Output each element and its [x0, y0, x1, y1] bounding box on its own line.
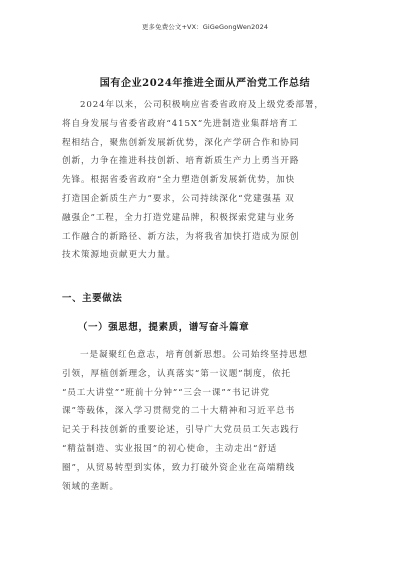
- paragraph-line: 先锋。根据省委省政府“全力塑造创新发展新优势，加快: [62, 175, 296, 186]
- document-title: 国有企业2024年推进全面从严治党工作总结: [99, 78, 311, 89]
- paragraph-line: 记关于科技创新的重要论述，引导广大党员员工矢志践行: [62, 425, 300, 436]
- paragraph-line: 领域的垄断。: [62, 481, 119, 492]
- header-note: 更多免费公文+VX：GiGeGongWen2024: [141, 23, 269, 31]
- paragraph-line: 2024年以来，公司积极响应省委省政府及上级党委部署，: [80, 100, 324, 110]
- paragraph-line: 技术策源地贡献更大力量。: [62, 250, 176, 261]
- subsection-heading: （一）强思想，提素质，谱写奋斗篇章: [78, 322, 250, 333]
- section-heading: 一、主要做法: [62, 293, 123, 304]
- paragraph-line: 融强企”工程，全力打造党建品牌，积极探索党建与业务: [62, 212, 296, 223]
- paragraph-line: 一是凝聚红色意志，培育创新思想。公司始终坚持思想: [80, 350, 308, 360]
- paragraph-line: “员工大讲堂”“班前十分钟”“三会一课”“书记讲党: [62, 387, 270, 398]
- paragraph-line: 打造国企新质生产力”要求，公司持续深化“党建强基 双: [62, 193, 295, 204]
- paragraph-line: 课”等载体，深入学习贯彻党的二十大精神和习近平总书: [62, 406, 296, 417]
- body-paragraph: [62, 346, 354, 496]
- intro-paragraph: [62, 96, 354, 265]
- paragraph-line: 程相结合，聚焦创新发展新优势，深化产学研合作和协同: [62, 137, 300, 148]
- paragraph-line: “精益制造、实业报国”的初心使命，主动走出“舒适: [62, 443, 278, 454]
- paragraph-line: 将自身发展与省委省政府“415X”先进制造业集群培育工: [62, 118, 299, 129]
- paragraph-line: 创新，力争在推进科技创新、培育新质生产力上勇当开路: [62, 156, 300, 167]
- paragraph-line: 工作融合的新路径、新方法，为将我省加快打造成为原创: [62, 231, 300, 242]
- paragraph-line: 引领，厚植创新理念，认真落实“第一议题”制度，依托: [62, 368, 291, 379]
- paragraph-line: 圈”，从贸易转型到实体，致力打破外资企业在高端精线: [62, 462, 296, 473]
